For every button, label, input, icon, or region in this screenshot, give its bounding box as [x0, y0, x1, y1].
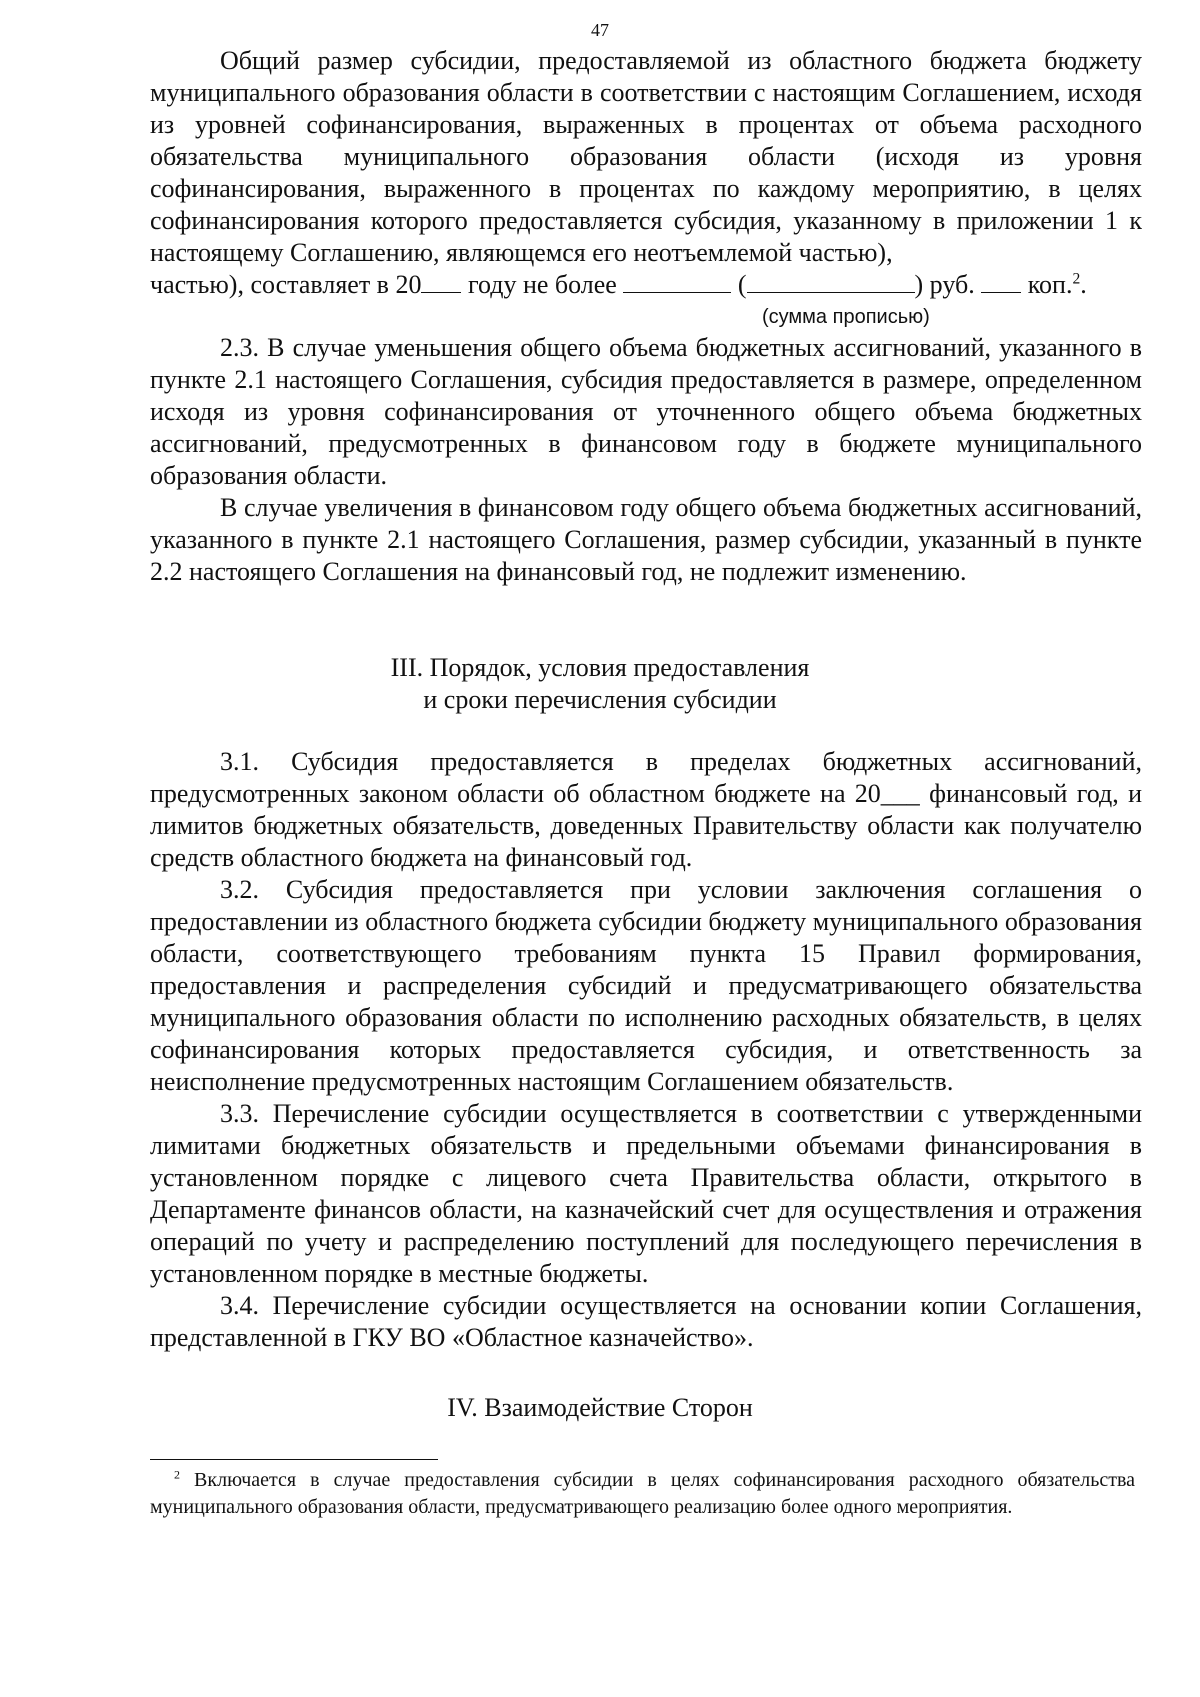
paragraph-2-2-subsidy-amount: [150, 45, 1142, 269]
footnote: [150, 1467, 1135, 1521]
year-blank: [421, 270, 461, 293]
kopeck-blank: [981, 270, 1021, 293]
subsidy-amount-fill-line: [150, 269, 1142, 301]
amount-in-words-caption: (сумма прописью): [762, 306, 930, 328]
paragraph-3-2: 3.2. Субсидия предоставляется при условии заключения соглашения о предоставлении из областного бюджета субсидии бюджету муниципального образования области, соответствующего требованиям пункта 15 Правил формирования, предоставления и распределения субсидий и предусматривающего обязательства муниципального образования области по исполнению расходных обязательств, в целях софинансирования которых предоставляется субсидия, и ответственность за неисполнение предусмотренных настоящим Соглашением обязательств.: [150, 875, 1142, 1096]
footnote-reference: 2: [1072, 270, 1081, 288]
footnote-separator: [150, 1459, 438, 1460]
fill-line-text-rub: ) руб.: [914, 270, 982, 299]
paragraph-increase-text: В случае увеличения в финансовом году общего объема бюджетных ассигнований, указанного в пункте 2.1 настоящего Соглашения, размер субсидии, указанный в пункте 2.2 настоящего Соглашения на финансовый год, не подлежит изменению.: [150, 493, 1142, 586]
paragraph-3-3: 3.3. Перечисление субсидии осуществляется в соответствии с утвержденными лимитами бюджетных обязательств и предельными объемами финансирования в установленном порядке с лицевого счета Правительства области, открытого в Департаменте финансов области, на казначейский счет для осуществления и отражения операций по учету и распределению поступлений для последующего перечисления в установленном порядке в местные бюджеты.: [150, 1099, 1142, 1288]
fill-line-text-end: .: [1080, 270, 1087, 299]
fill-line-text-kop: коп.: [1021, 270, 1073, 299]
amount-figures-blank: [623, 270, 731, 293]
fill-line-text-open-paren: (: [731, 270, 747, 299]
section-3-title: [0, 652, 1200, 716]
section-4-title: IV. Взаимодействие Сторон: [447, 1393, 753, 1422]
section-3-title-line-1: III. Порядок, условия предоставления: [390, 653, 810, 682]
paragraph-3-1: 3.1. Субсидия предоставляется в пределах бюджетных ассигнований, предусмотренных законом области об областном бюджете на 20___ финансовый год, и лимитов бюджетных обязательств, доведенных Правительству области как получателю средств областного бюджета на финансовый год.: [150, 747, 1142, 872]
fill-line-text-limit: году не более: [461, 270, 624, 299]
footnote-mark: 2: [174, 1467, 180, 1482]
page-number: 47: [591, 20, 609, 40]
section-3-body: [150, 746, 1142, 1354]
paragraph-2-3-text: 2.3. В случае уменьшения общего объема бюджетных ассигнований, указанного в пункте 2.1 настоящего Соглашения, субсидия предоставляется в размере, определенном исходя из уровня софинансирования от уточненного общего объема бюджетных ассигнований, предусмотренных в финансовом году в бюджете муниципального образования области.: [150, 333, 1142, 490]
fill-line-text-year: частью), составляет в 20: [150, 270, 422, 299]
section-3-title-line-2: и сроки перечисления субсидии: [423, 685, 777, 714]
amount-words-blank: [747, 270, 915, 293]
footnote-text: Включается в случае предоставления субсидии в целях софинансирования расходного обязательства муниципального образования области, предусматривающего реализацию более одного мероприятия.: [150, 1469, 1136, 1518]
paragraph-3-4: 3.4. Перечисление субсидии осуществляется на основании копии Соглашения, представленной в ГКУ ВО «Областное казначейство».: [150, 1291, 1142, 1352]
paragraph-2-2-text: Общий размер субсидии, предоставляемой из областного бюджета бюджету муниципального образования области в соответствии с настоящим Соглашением, исходя из уровней софинансирования, выраженных в процентах от объема расходного обязательства муниципального образования области (исходя из уровня софинансирования, выраженного в процентах по каждому мероприятию, в целях софинансирования которого предоставляется субсидия, указанному в приложении 1 к настоящему Соглашению, являющемся его неотъемлемой частью),: [150, 46, 1142, 267]
paragraph-2-3: [150, 332, 1142, 588]
